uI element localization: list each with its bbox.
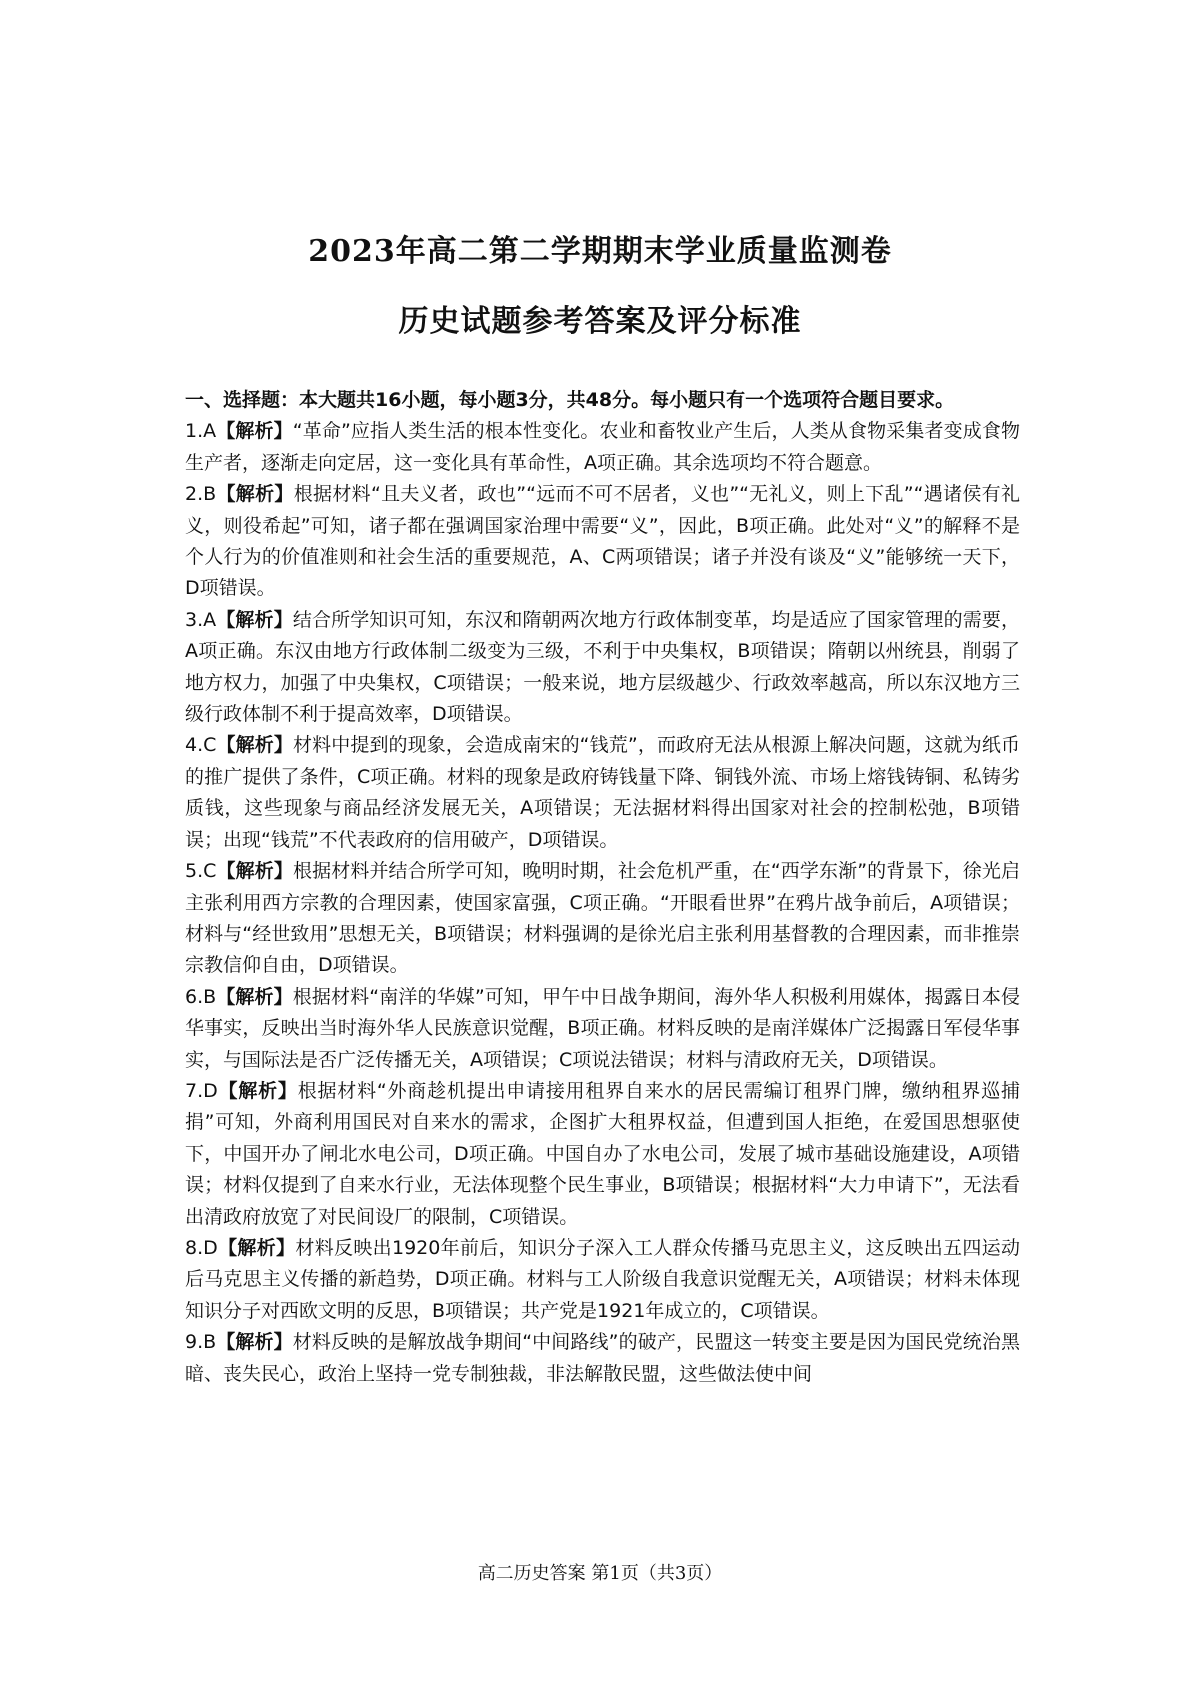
answer-item-4: [185, 730, 1020, 856]
answer-text: 根据材料“且夫义者，政也”“远而不可不居者，义也”“无礼义，则上下乱”“遇诸侯有礼义，则役希起”可知，诸子都在强调国家治理中需要“义”，因此，B项正确。此处对“义”的解释不是个人行为的价值准则和社会生活的重要规范，A、C两项错误；诸子并没有谈及“义”能够统一天下，D项错误。: [185, 483, 1020, 600]
page-footer: 高二历史答案 第1页（共3页）: [477, 1563, 723, 1584]
analysis-tag: 【解析】: [216, 483, 294, 506]
answer-text: 根据材料并结合所学可知，晚明时期，社会危机严重，在“西学东渐”的背景下，徐光启主张利用西方宗教的合理因素，使国家富强，C项正确。“开眼看世界”在鸦片战争前后，A项错误；材料与“经世致用”思想无关，B项错误；材料强调的是徐光启主张利用基督教的合理因素，而非推崇宗教信仰自由，D项错误。: [185, 860, 1020, 977]
answer-number: 5.C: [185, 860, 217, 883]
analysis-tag: 【解析】: [216, 608, 293, 631]
answer-item-6: [185, 982, 1020, 1076]
answer-number: 3.A: [185, 608, 217, 631]
answer-number: 2.B: [185, 483, 217, 506]
answer-number: 4.C: [185, 734, 217, 757]
answer-text: 材料反映出1920年前后，知识分子深入工人群众传播马克思主义，这反映出五四运动后马克思主义传播的新趋势，D项正确。材料与工人阶级自我意识觉醒无关，A项错误；材料未体现知识分子对西欧文明的反思，B项错误；共产党是1921年成立的，C项错误。: [185, 1236, 1020, 1322]
analysis-tag: 【解析】: [216, 420, 293, 443]
answer-text: “革命”应指人类生活的根本性变化。农业和畜牧业产生后，人类从食物采集者变成食物生产者，逐渐走向定居，这一变化具有革命性，A项正确。其余选项均不符合题意。: [185, 420, 1020, 474]
answer-item-5: [185, 856, 1020, 982]
analysis-tag: 【解析】: [216, 734, 293, 757]
analysis-tag: 【解析】: [217, 1236, 296, 1259]
analysis-tag: 【解析】: [216, 860, 293, 883]
analysis-tag: 【解析】: [216, 1331, 293, 1354]
answer-number: 6.B: [185, 985, 217, 1008]
answer-item-9: [185, 1327, 1020, 1390]
analysis-tag: 【解析】: [217, 1079, 298, 1102]
section-heading: 一、选择题：本大题共16小题，每小题3分，共48分。每小题只有一个选项符合题目要求。: [185, 389, 955, 411]
document-title: 2023年高二第二学期期末学业质量监测卷: [308, 234, 892, 269]
answer-number: 8.D: [185, 1236, 218, 1259]
answer-text: 材料反映的是解放战争期间“中间路线”的破产，民盟这一转变主要是因为国民党统治黑暗、丧失民心，政治上坚持一党专制独裁，非法解散民盟，这些做法使中间: [185, 1331, 1020, 1385]
answer-number: 9.B: [185, 1331, 217, 1354]
answer-item-8: [185, 1233, 1020, 1327]
answer-text: 根据材料“南洋的华媒”可知，甲午中日战争期间，海外华人积极利用媒体，揭露日本侵华事实，反映出当时海外华人民族意识觉醒，B项正确。材料反映的是南洋媒体广泛揭露日军侵华事实，与国际法是否广泛传播无关，A项错误；C项说法错误；材料与清政府无关，D项错误。: [185, 985, 1020, 1071]
document-subtitle: 历史试题参考答案及评分标准: [398, 304, 802, 339]
answer-text: 根据材料“外商趁机提出申请接用租界自来水的居民需编订租界门牌，缴纳租界巡捕捐”可知，外商利用国民对自来水的需求，企图扩大租界权益，但遭到国人拒绝，在爱国思想驱使下，中国开办了闸北水电公司，D项正确。中国自办了水电公司，发展了城市基础设施建设，A项错误；材料仅提到了自来水行业，无法体现整个民生事业，B项错误；根据材料“大力申请下”，无法看出清政府放宽了对民间设厂的限制，C项错误。: [185, 1079, 1020, 1228]
answer-number: 1.A: [185, 420, 217, 443]
answer-text: 材料中提到的现象，会造成南宋的“钱荒”，而政府无法从根源上解决问题，这就为纸币的推广提供了条件，C项正确。材料的现象是政府铸钱量下降、铜钱外流、市场上熔钱铸铜、私铸劣质钱，这些现象与商品经济发展无关，A项错误；无法据材料得出国家对社会的控制松弛，B项错误；出现“钱荒”不代表政府的信用破产，D项错误。: [185, 734, 1020, 851]
answer-item-2: [185, 479, 1020, 605]
answer-number: 7.D: [185, 1079, 218, 1102]
answer-text: 结合所学知识可知，东汉和隋朝两次地方行政体制变革，均是适应了国家管理的需要，A项正确。东汉由地方行政体制二级变为三级，不利于中央集权，B项错误；隋朝以州统县，削弱了地方权力，加强了中央集权，C项错误；一般来说，地方层级越少、行政效率越高，所以东汉地方三级行政体制不利于提高效率，D项错误。: [185, 608, 1020, 726]
answer-content: [185, 385, 1020, 1390]
answer-item-1: [185, 416, 1020, 479]
answer-item-7: [185, 1076, 1020, 1233]
answer-item-3: [185, 605, 1020, 731]
analysis-tag: 【解析】: [216, 985, 293, 1008]
